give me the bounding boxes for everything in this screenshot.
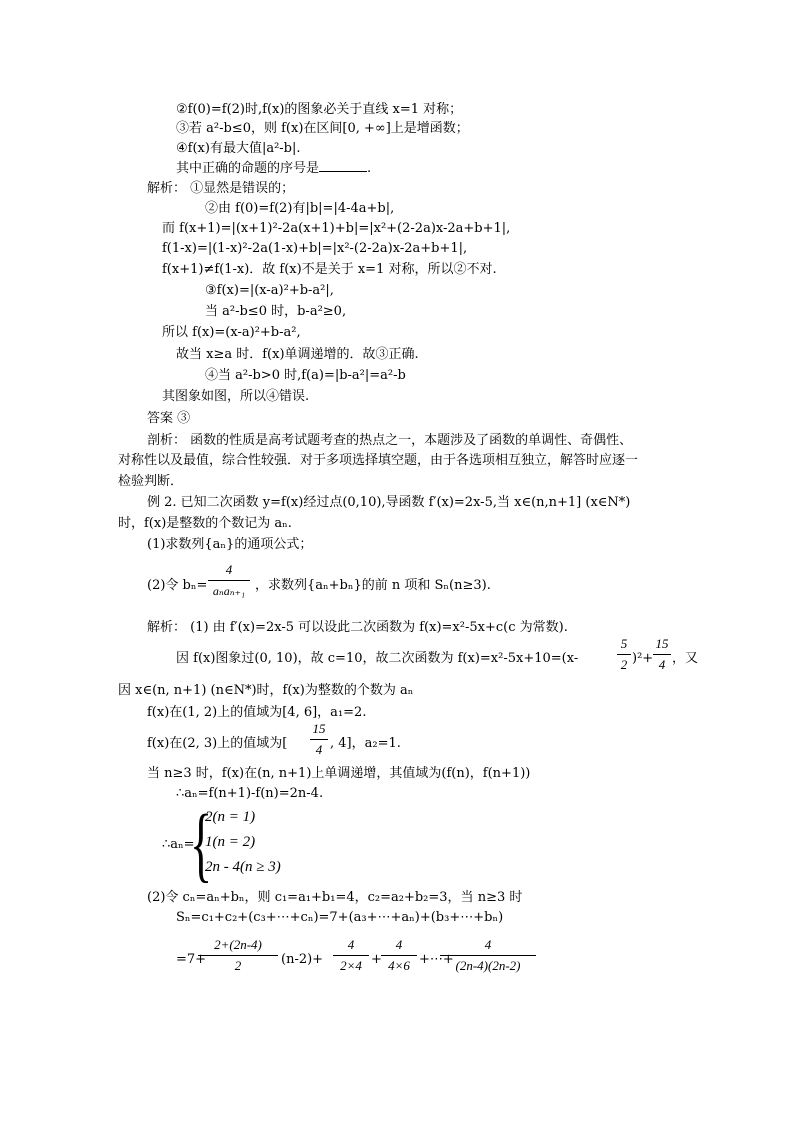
analysis-1: 解析： ①显然是错误的； [147, 181, 295, 196]
fraction-bar [617, 654, 631, 655]
solution-5-tail: , 4]，a₂=1. [330, 736, 401, 751]
frac-den: 4×6 [388, 958, 410, 973]
question-2-lead: (2)令 bₙ= [147, 578, 208, 593]
bn-den: aₙaₙ₊₁ [212, 584, 246, 598]
frac-num: 15 [312, 721, 326, 736]
sum-mid-2: + [371, 952, 382, 967]
commentary-2: 对称性以及最值，综合性较强．对于多项选择填空题，由于各选项相互独立，解答时应逐一 [118, 453, 639, 468]
sum-lead: =7+ [176, 952, 207, 967]
analysis-6: ③f(x)=|(x-a)²+b-a²|, [205, 283, 334, 298]
piecewise-case-2: 1(n = 2) [205, 834, 256, 850]
fraction-bar [208, 580, 250, 581]
bn-fraction [208, 561, 250, 600]
solution-7: ∴aₙ=f(n+1)-f(n)=2n-4. [176, 786, 324, 801]
piecewise-lead: ∴aₙ= [162, 837, 195, 852]
bn-num: 4 [225, 562, 233, 577]
frac-num: 4 [347, 937, 355, 952]
frac-num: 4 [395, 937, 403, 952]
analysis-11: 其图象如图，所以④错误. [162, 389, 310, 404]
frac-num: 5 [620, 636, 628, 651]
sum-frac-2 [333, 936, 369, 975]
frac-5-2 [617, 635, 631, 674]
analysis-10: ④当 a²-b>0 时,f(a)=|b-a²|=a²-b [205, 368, 406, 383]
analysis-4: f(1-x)=|(1-x)²-2a(1-x)+b|=|x²-(2-2a)x-2a+b+1|, [162, 241, 468, 256]
answer-line: 答案 ③ [147, 411, 191, 426]
statement-4: ④f(x)有最大值|a²-b|. [176, 141, 301, 156]
frac-num: 4 [484, 937, 492, 952]
question-prompt [176, 161, 371, 177]
solution-9: Sₙ=c₁+c₂+(c₃+⋯+cₙ)=7+(a₃+⋯+aₙ)+(b₃+⋯+bₙ) [176, 910, 504, 925]
frac-den: (2n-4)(2n-2) [455, 958, 521, 973]
piecewise-brace: { [190, 798, 213, 891]
solution-8: (2)令 cₙ=aₙ+bₙ，则 c₁=a₁+b₁=4，c₂=a₂+b₂=3，当 n≥3 时 [147, 890, 523, 905]
frac-15-4-b [310, 720, 328, 759]
statement-3: ③若 a²-b≤0，则 f(x)在区间[0, +∞]上是增函数； [176, 121, 469, 136]
analysis-5: f(x+1)≠f(1-x)．故 f(x)不是关于 x=1 对称，所以②不对. [162, 262, 497, 277]
solution-5-lead: f(x)在(2, 3)上的值域为[ [147, 736, 288, 751]
question-text: 其中正确的命题的序号是 [176, 161, 320, 176]
fraction-bar [198, 955, 278, 956]
answer-blank [319, 171, 367, 172]
analysis-7: 当 a²-b≤0 时，b-a²≥0, [205, 304, 347, 319]
piecewise-case-3: 2n - 4(n ≥ 3) [205, 859, 281, 875]
frac-den: 2 [620, 657, 628, 672]
analysis-8: 所以 f(x)=(x-a)²+b-a², [162, 325, 301, 340]
fraction-bar [440, 955, 536, 956]
analysis-2: ②由 f(0)=f(2)有|b|=|4-4a+b|, [205, 201, 395, 216]
sum-frac-1 [198, 936, 278, 975]
example-2-cont: 时，f(x)是整数的个数记为 aₙ. [118, 516, 292, 531]
commentary-3: 检验判断． [118, 474, 184, 489]
analysis-9: 故当 x≥a 时．f(x)单调递增的．故③正确. [176, 347, 419, 362]
frac-num: 2+(2n-4) [214, 937, 262, 952]
fraction-bar [333, 955, 369, 956]
frac-num: 15 [655, 636, 669, 651]
solution-4: f(x)在(1, 2)上的值域为[4, 6]，a₁=2. [147, 705, 367, 720]
solution-2-tail: ，又 [672, 651, 699, 666]
frac-den: 2 [234, 958, 242, 973]
sum-mid-1: (n-2)+ [281, 952, 324, 967]
fraction-bar [381, 955, 417, 956]
analysis-3: 而 f(x+1)=|(x+1)²-2a(x+1)+b|=|x²+(2-2a)x-2a+b+1|, [162, 221, 511, 236]
question-end: . [367, 161, 372, 176]
frac-den: 4 [315, 742, 323, 757]
statement-2: ②f(0)=f(2)时,f(x)的图象必关于直线 x=1 对称； [176, 102, 463, 117]
fraction-bar [310, 739, 328, 740]
sum-mid-3: +⋯+ [419, 952, 454, 967]
fraction-bar [653, 654, 671, 655]
piecewise-case-1: 2(n = 1) [205, 809, 256, 825]
question-1: (1)求数列{aₙ}的通项公式； [147, 537, 313, 552]
sum-frac-4 [440, 936, 536, 975]
solution-3: 因 x∈(n, n+1) (n∈N*)时，f(x)为整数的个数为 aₙ [118, 683, 414, 698]
question-2-tail: ，求数列{aₙ+bₙ}的前 n 项和 Sₙ(n≥3). [255, 578, 491, 593]
sum-frac-3 [381, 936, 417, 975]
frac-15-4-a [653, 635, 671, 674]
solution-1: 解析： (1) 由 f′(x)=2x-5 可以设此二次函数为 f(x)=x²-5x+c(c 为常数). [147, 620, 568, 635]
solution-2-mid: )²+ [632, 651, 654, 666]
commentary-1: 剖析： 函数的性质是高考试题考查的热点之一，本题涉及了函数的单调性、奇偶性、 [147, 433, 633, 448]
example-2-title: 例 2. 已知二次函数 y=f(x)经过点(0,10),导函数 f′(x)=2x-5,当 x∈(n,n+1] (x∈N*) [147, 495, 631, 510]
solution-2-lead: 因 f(x)图象过(0, 10)，故 c=10，故二次函数为 f(x)=x²-5x+10=(x- [176, 651, 579, 666]
frac-den: 4 [658, 657, 666, 672]
frac-den: 2×4 [340, 958, 362, 973]
solution-6: 当 n≥3 时，f(x)在(n, n+1)上单调递增，其值域为(f(n)，f(n+1)) [147, 766, 531, 781]
